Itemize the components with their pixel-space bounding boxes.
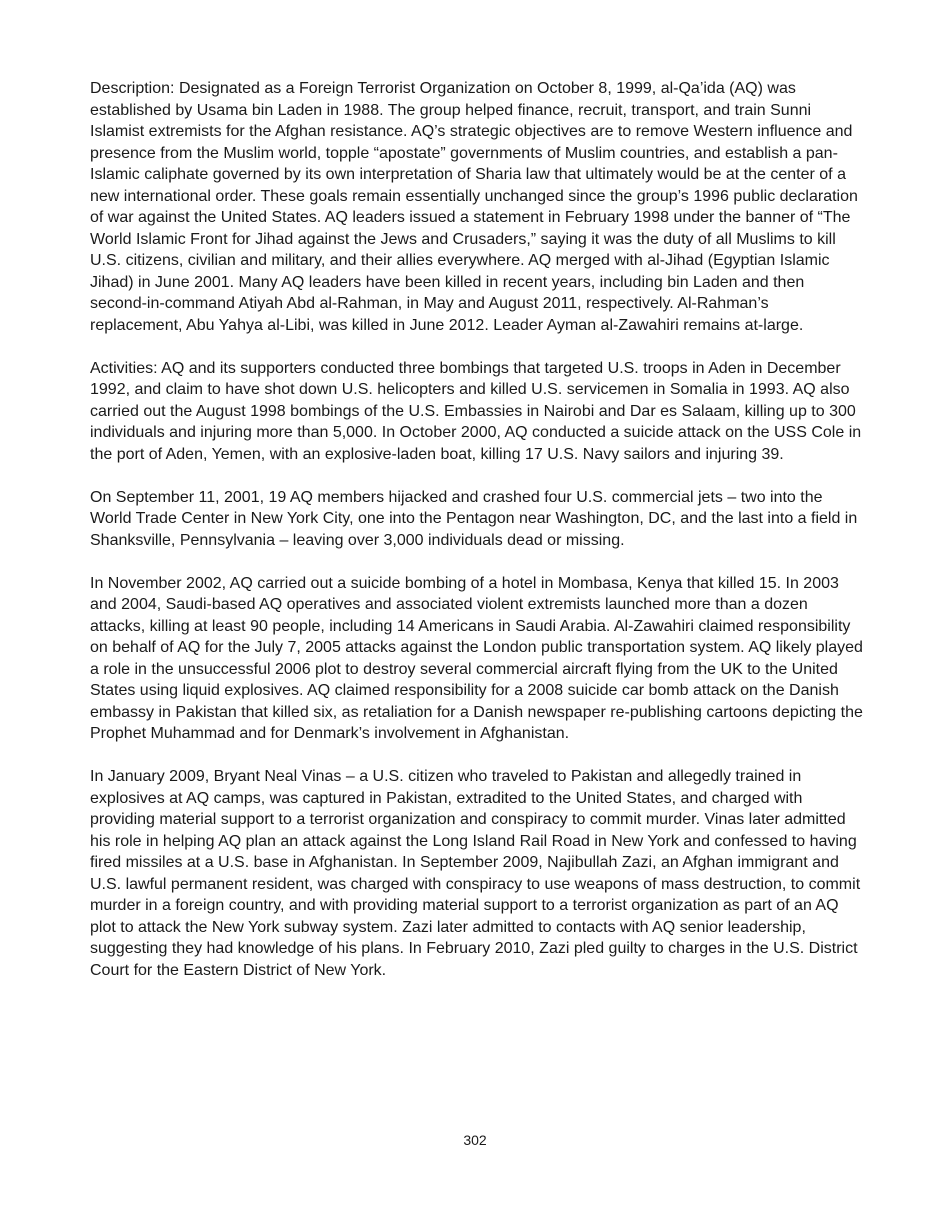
document-body [90, 78, 865, 1003]
activities-paragraph [90, 358, 865, 466]
activities-text: AQ and its supporters conducted three bombings that targeted U.S. troops in Aden in December 1992, and claim to have shot down U.S. helicopters and killed U.S. servicemen in Somalia in 1993. AQ also carried out the August 1998 bombings of the U.S. Embassies in Nairobi and Dar es Salaam, killing up to 300 individuals and injuring more than 5,000. In October 2000, AQ conducted a suicide attack on the USS Cole in the port of Aden, Yemen, with an explosive-laden boat, killing 17 U.S. Navy sailors and injuring 39. [90, 359, 862, 463]
attacks-2002-2008-paragraph: In November 2002, AQ carried out a suicide bombing of a hotel in Mombasa, Kenya that killed 15. In 2003 and 2004, Saudi-based AQ operatives and associated violent extremists launched more than a dozen attacks, killing at least 90 people, including 14 Americans in Saudi Arabia. Al-Zawahiri claimed responsibility on behalf of AQ for the July 7, 2005 attacks against the London public transportation system. AQ likely played a role in the unsuccessful 2006 plot to destroy several commercial aircraft flying from the UK to the United States using liquid explosives. AQ claimed responsibility for a 2008 suicide car bomb attack on the Danish embassy in Pakistan that killed six, as retaliation for a Danish newspaper re-publishing cartoons depicting the Prophet Muhammad and for Denmark’s involvement in Afghanistan. [90, 574, 863, 742]
activities-label: Activities: [90, 359, 158, 377]
description-paragraph [90, 78, 865, 336]
september-11-paragraph: On September 11, 2001, 19 AQ members hijacked and crashed four U.S. commercial jets – two into the World Trade Center in New York City, one into the Pentagon near Washington, DC, and the last into a field in Shanksville, Pennsylvania – leaving over 3,000 individuals dead or missing. [90, 488, 858, 549]
vinas-zazi-paragraph: In January 2009, Bryant Neal Vinas – a U.S. citizen who traveled to Pakistan and allegedly trained in explosives at AQ camps, was captured in Pakistan, extradited to the United States, and charged with providing material support to a terrorist organization and conspiracy to commit murder. Vinas later admitted his role in helping AQ plan an attack against the Long Island Rail Road in New York and confessed to having fired missiles at a U.S. base in Afghanistan. In September 2009, Najibullah Zazi, an Afghan immigrant and U.S. lawful permanent resident, was charged with conspiracy to use weapons of mass destruction, to commit murder in a foreign country, and with providing material support to a terrorist organization as part of an AQ plot to attack the New York subway system. Zazi later admitted to contacts with AQ senior leadership, suggesting they had knowledge of his plans. In February 2010, Zazi pled guilty to charges in the U.S. District Court for the Eastern District of New York. [90, 768, 861, 979]
description-label: Description: [90, 80, 175, 97]
page-number: 302 [463, 1132, 487, 1148]
description-text: Designated as a Foreign Terrorist Organization on October 8, 1999, al-Qa’ida (AQ) was established by Usama bin Laden in 1988. The group helped finance, recruit, transport, and train Sunni Islamist extremists for the Afghan resistance. AQ’s strategic objectives are to remove Western influence and presence from the Muslim world, topple “apostate” governments of Muslim countries, and establish a pan-Islamic caliphate governed by its own interpretation of Sharia law that ultimately would be at the center of a new international order. These goals remain essentially unchanged since the group’s 1996 public declaration of war against the United States. AQ leaders issued a statement in February 1998 under the banner of “The World Islamic Front for Jihad against the Jews and Crusaders,” saying it was the duty of all Muslims to kill U.S. citizens, civilian and military, and their allies everywhere. AQ merged with al-Jihad (Egyptian Islamic Jihad) in June 2001. Many AQ leaders have been killed in recent years, including bin Laden and then second-in-command Atiyah Abd al-Rahman, in May and August 2011, respectively. Al-Rahman’s replacement, Abu Yahya al-Libi, was killed in June 2012. Leader Ayman al-Zawahiri remains at-large. [90, 80, 858, 334]
